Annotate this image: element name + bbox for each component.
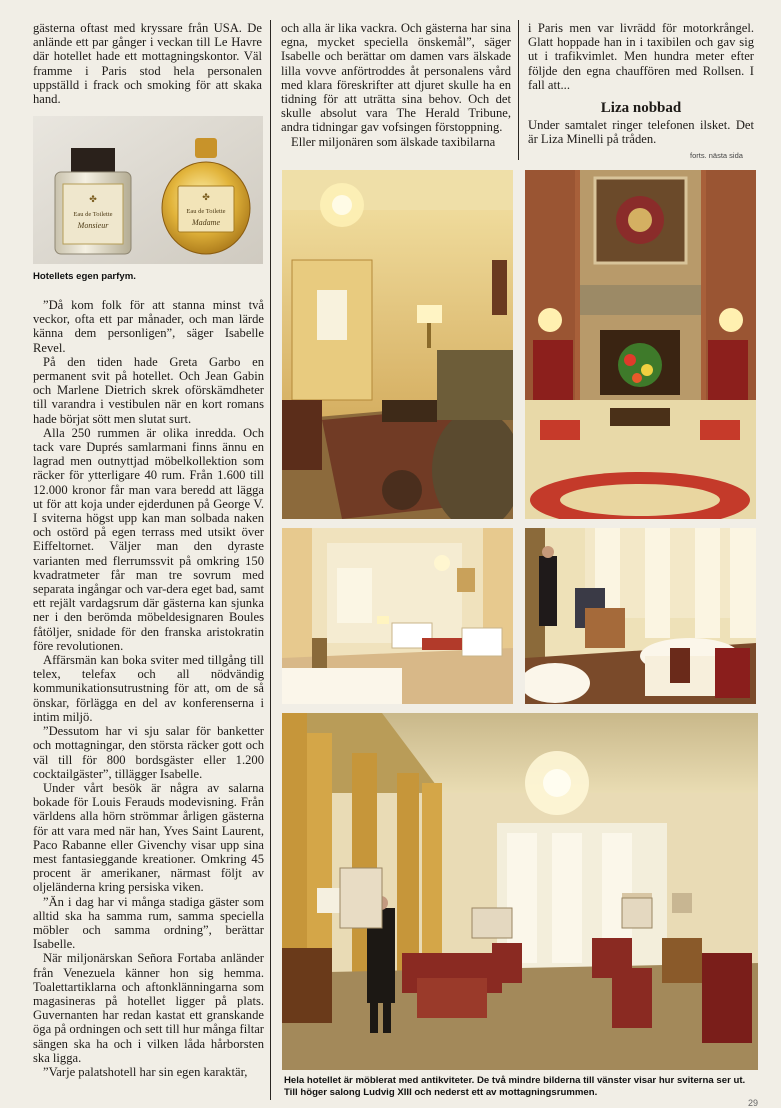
column3-body [528,21,754,92]
column2-paragraph-2: Eller miljonären som älskade taxibilarna [291,134,496,149]
paragraph-8: När miljonärskan Señora Fortaba anländer från Venezuela känner hon sig hemma. Toalettartiklarna och aftonklänningarna som magasineras på hotellet ligger på plats. Guvernanten har redan kastat ett granskande öga på ordningen och sett till hur många filtar sängen ska ha och i vilken låda hårborsten ska ligga. [33,951,264,1065]
column3-paragraph: i Paris men var livrädd för motorkrångel. Glatt hoppade han in i taxibilen och gav sig ut i trafikvimlet. Men hundra meter efter följde den egna chauffören med Rollsen. I fall att... [528,21,754,92]
salon-ludvig-xiii-photo [525,170,756,519]
paragraph-5: ”Dessutom har vi sju salar för banketter och mottagningar, den största räcker gott och väl till för 800 bordsgäster eller 1.200 cocktailgäster”, tillägger Isabelle. [33,724,264,781]
column-rule-1 [270,20,271,1100]
suite-bedroom-photo [282,528,513,704]
paragraph-2: På den tiden hade Greta Garbo en permanent svit på hotellet. Och Jean Gabin och Marlene Dietrich skrek oförskämdheter till varandra i vestibulen när en kort romans hade börjat sött men slutat surt. [33,354,264,426]
right-bottle-label-line1: Eau de Toilette [186,208,226,215]
column1-top-paragraph [33,21,262,106]
left-bottle-label-line2: Monsieur [77,221,109,230]
left-bottle-label-line1: Eau de Toilette [73,211,113,218]
right-bottle-logo: ✤ [202,192,210,202]
perfume-caption: Hotellets egen parfym. [33,271,136,282]
paragraph-3: Alla 250 rummen är olika inredda. Och tack vare Duprés samlarmani finns ännu en lagrad men outnyttjad möbelkollektion som räcker för ytterligare 40 rum. Från 1.600 till 12.000 kronor får man vara beredd att lägga ut för att koja under ejderdunen på George V. I sviterna högst upp kan man solbada naken och ostörd på egen terrass med utsikt över Eiffeltornet. Väljer man den dyraste varianten med flerrumssvit på omkring 150 kvadratmeter får man tre sovrum med separata ingångar och var-dera eget bad, samt ett rejält vardagsrum där gästerna kan sjunka ner i den berömda möbeldesignaren Boules fåtöljer, snidade för den franska aristokratin före revolutionen. [33,425,264,653]
column3-after-heading [528,118,754,146]
paragraph-1: ”Då kom folk för att stanna minst två veckor, ofta ett par månader, och man lärde känna dem personligen”, säger Isabelle Revel. [33,298,264,355]
paragraph-6: Under vårt besök är några av salarna bokade för Louis Ferauds modevisning. Från världens alla hörn strömmar årligen gästerna för att vara med när han, Yves Saint Laurent, Paco Rabanne eller Givenchy visar upp sina mest fantasieggande kreationer. Omkring 45 procent är amerikaner, närmast följt av oljeländerna kring persiska viken. [33,780,264,895]
reception-room-photo [282,713,758,1070]
column1-body [33,298,264,1079]
suite-living-room-photo [282,170,513,519]
page-number: 29 [748,1098,759,1108]
paragraph-4: Affärsmän kan boka sviter med tillgång till telex, telefax och all nödvändig kommunikationsutrustning för att, om de så önskar, förlägga en del av konferenserna i intim miljö. [33,653,264,724]
perfume-photo [33,116,263,264]
perfume-bottles-image [33,116,263,264]
column2-body [281,21,511,149]
intro-paragraph: gästerna oftast med kryssare från USA. De anlände ett par gånger i veckan till Le Havre där hotellet hade ett mottagningskontor. Väl framme i Paris stod hela personalen uppställd i frack och smoking för att skaka hand. [33,21,262,107]
suite-dining-photo [525,528,756,704]
continued-note: forts. nästa sida [690,151,743,160]
column-rule-2 [518,20,519,160]
column2-paragraph-1: och alla är lika vackra. Och gästerna har sina egna, mycket speciella önskemål”, säger Isabelle och berättar om damen vars älskade lilla vovve anförtroddes åt personalens vård med klara föreskrifter att djuret skulle ha en tidning för att uträtta sina behov. Och det skulle absolut vara The Herald Tribune, andra tidningar gav vofsingen förstoppning. [281,21,511,135]
section-heading: Liza nobbad [600,100,682,116]
right-bottle-label-line2: Madame [192,218,220,227]
liza-paragraph: Under samtalet ringer telefonen ilsket. Det är Liza Minelli på tråden. [528,118,754,147]
bottom-caption: Hela hotellet är möblerat med antikviteter. De två mindre bilderna till vänster visar hur sviterna ser ut. Till höger salong Ludvig XIII och nederst ett av mottagningsrummen. [284,1075,746,1098]
paragraph-9: ”Varje palatshotell har sin egen karaktär, [43,1064,248,1079]
left-bottle-logo: ✤ [89,194,97,204]
paragraph-7: ”Än i dag har vi många stadiga gäster som alltid ska ha samma rum, samma speciella möbler och samma ordning”, berättar Isabelle. [33,894,264,952]
